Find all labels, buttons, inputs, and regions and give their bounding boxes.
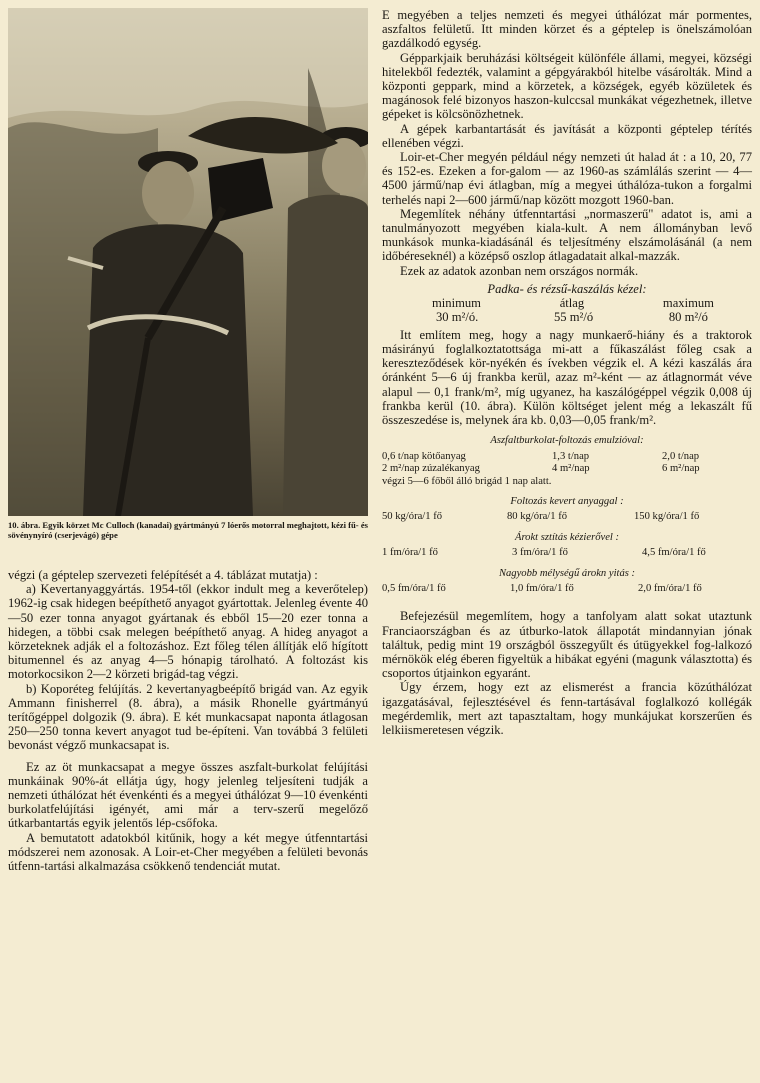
table-cell: 0,6 t/nap kötőanyag xyxy=(382,450,466,462)
table-cell: 1 fm/óra/1 fő xyxy=(382,547,438,559)
mowing-header-min: minimum xyxy=(432,295,481,310)
paragraph: b) Koporéteg felújítás. 2 kevertanyagbeépítő brigád van. Az egyik Ammann finisherrel (8. ábra), a másik Rhonelle gyártmányú terítőgéppel dolgozik (9. ábra). E két munkacsapat naponta átlagosan 250—250 tonna kevert anyagot tud be-építeni. Van továbbá 3 felületi bevonást végző munkacsapat is. xyxy=(8,681,368,753)
table-cell: 3 fm/óra/1 fő xyxy=(512,547,568,559)
mowing-value-avg: 55 m²/ó xyxy=(554,309,594,324)
table-cell: 150 kg/óra/1 fő xyxy=(634,511,700,523)
paragraph: Ezek az adatok azonban nem országos normák. xyxy=(400,263,639,278)
norm-tables xyxy=(382,435,752,595)
table-cell: 80 kg/óra/1 fő xyxy=(507,511,568,523)
table-title-ditch-digging: Nagyobb mélységű árokn yitás : xyxy=(498,567,636,579)
mowing-header-max: maximum xyxy=(662,295,714,310)
paragraph: Ez az öt munkacsapat a megye összes aszfalt-burkolat felújítási munkáinak 90%-át ellátja úgy, hogy jelenleg teljesíteni tudják a nemzeti úthálózat hét évenkénti és a megyei úthálózat 9—10 évenkénti burkolatfelújítási igényét, ami már a terv-szerű megelőző útkarbantartás egyik jelentős lép-csőfoka. xyxy=(8,759,368,831)
paragraph: Itt említem meg, hogy a nagy munkaerő-hiány és a traktorok másirányú foglalkoztatottsága mi-att a fűkaszálást főleg csak a kereszteződések kör-nyékén és ívekben végzik el. A kézi kaszálás ára óránként 5—6 új frankba kerül, azaz m²-ként — az átlagnormát véve alapul — 0,1 frank/m², míg ugyanez, ha kaszálógéppel végzik 0,008 új frankba kerül (10. ábra). Külön költséget jelent még a lekaszált fű összeszedése is, melynek ára kb. 0,03—0,05 frank/m². xyxy=(382,327,752,428)
mowing-value-min: 30 m²/ó. xyxy=(436,309,479,324)
mowing-value-max: 80 m²/ó xyxy=(668,309,708,324)
table-title-patching-emulsion: Aszfaltburkolat-foltozás emulzióval: xyxy=(490,435,644,447)
paragraph: Gépparkjaik beruházási költségeit különféle állami, megyei, községi hitelekből fedezték, valamint a gépgyárakból hitelbe vásárolták. Mind a központi geppark, mind a körzetek, a községek, egyéb közületek és magánosok felé bizonyos haszon-kulccsal munkákat végezhetnek, illetve gépeket is kölcsönözhetnek. xyxy=(382,50,752,122)
table-row xyxy=(382,547,752,559)
mowing-norm-values xyxy=(382,310,752,324)
table-cell: 4,5 fm/óra/1 fő xyxy=(642,547,706,559)
figure-photo xyxy=(8,8,368,516)
table-cell: 1,0 fm/óra/1 fő xyxy=(510,582,574,594)
figure-caption: 10. ábra. Egyik körzet Mc Culloch (kanadai) gyártmányú 7 lóerős motorral meghajtott, kézi fű- és sövénynyíró (cserjevágó) gépe xyxy=(8,520,368,541)
paragraph: E megyében a teljes nemzeti és megyei úthálózat már pormentes, aszfaltos felületű. Itt minden körzet és a géptelep is önelszámolóan gazdálkodó egység. xyxy=(382,8,752,51)
paragraph: A gépek karbantartását és javítását a központi géptelep térítés ellenében végzi. xyxy=(382,121,752,150)
table-cell: 6 m²/nap xyxy=(662,463,700,475)
table-row xyxy=(382,463,752,475)
mowing-header-avg: átlag xyxy=(559,295,585,310)
table-cell: 1,3 t/nap xyxy=(552,450,590,462)
table-row xyxy=(382,583,752,595)
table-title-patching-mix: Foltozás kevert anyaggal : xyxy=(510,495,624,507)
table-cell: 2,0 fm/óra/1 fő xyxy=(638,582,702,594)
paragraph: végzi (a géptelep szervezeti felépítését a 4. táblázat mutatja) : xyxy=(8,568,318,582)
table-row xyxy=(382,451,752,463)
mowing-norm-title: Padka- és rézsű-kaszálás kézel: xyxy=(487,281,647,296)
left-column xyxy=(8,568,368,873)
paragraph: a) Kevertanyaggyártás. 1954-től (ekkor indult meg a keverőtelep) 1962-ig csak hidegen beépíthető anyagot gyártottak. Jelenleg évente 40—50 ezer tonna anyagot gyártanak és ebből 15—20 ezer tonna a hidegen, a többi csak melegen beépíthető anyag. A hideg anyagot a körzeteknek adják el a foltozáshoz. Ezt főleg télen állítják elő hígított bitumennel és az anyag 4—5 hónapig tárolható. A foltozást kis motorkocsikon 2—2 körzeti brigád-tag végzi. xyxy=(8,582,368,682)
table-row xyxy=(382,511,752,523)
paragraph: Loir-et-Cher megyén például négy nemzeti út halad át : a 10, 20, 77 és 152-es. Ezeken a for-galom — az 1960-as számlálás szerint — 4—4500 jármű/nap évi átlagban, míg a megyei úthálóza-tukon a forgalmi terhelés napi 2—600 jármű/nap között mozgott 1960-ban. xyxy=(382,150,752,207)
mowing-norm-headers xyxy=(382,296,752,310)
table-cell: 4 m²/nap xyxy=(552,463,590,475)
table-title-ditch-cleaning: Árokt sztítás kézierővel : xyxy=(514,531,620,543)
paragraph: Megemlítek néhány útfenntartási „normaszerű" adatot is, ami a tanulmányozott megyében kiala-kult. A nem állományban levő munkások munka-kiadásánál és teljesítmény elszámolásánál (a nem időbéreseknél) a középső oszlop átlagadatait alkal-mazzák. xyxy=(382,206,752,264)
table-cell: 0,5 fm/óra/1 fő xyxy=(382,582,446,594)
paragraph: A bemutatott adatokból kitűnik, hogy a két megye útfenntartási módszerei nem azonosak. A Loir-et-Cher megyében a felületi bevonás útfenn-tartási alkalmazása csökkenő tendenciát mutat. xyxy=(8,830,368,874)
photo-illustration xyxy=(8,8,368,516)
table-note: végzi 5—6 főből álló brigád 1 nap alatt. xyxy=(382,475,552,487)
table-cell: 2 m²/nap zúzalékanyag xyxy=(382,463,480,475)
paragraph: Úgy érzem, hogy ezt az elismerést a francia közúthálózat igazgatásával, fejlesztésével és fenn-tartásával foglalkozó kollégák megérdemlik, mert azt tapasztaltam, hogy munkájukat korszerűen és lelkiismeretesen végzik. xyxy=(382,680,752,737)
table-cell: 50 kg/óra/1 fő xyxy=(382,511,443,523)
right-column xyxy=(382,8,752,737)
paragraph: Befejezésül megemlítem, hogy a tanfolyam alatt sokat utaztunk Franciaországban és az útburko-latok állapotát mindannyian jónak találtuk, pedig mint 19 országból összegyűlt és útügyekkel fog-lalkozó mérnökök elég éberen figyeltük a hibákat egyéni (magunk választotta) és csoportos útjainkon egyaránt. xyxy=(382,609,752,681)
table-cell: 2,0 t/nap xyxy=(662,450,700,462)
